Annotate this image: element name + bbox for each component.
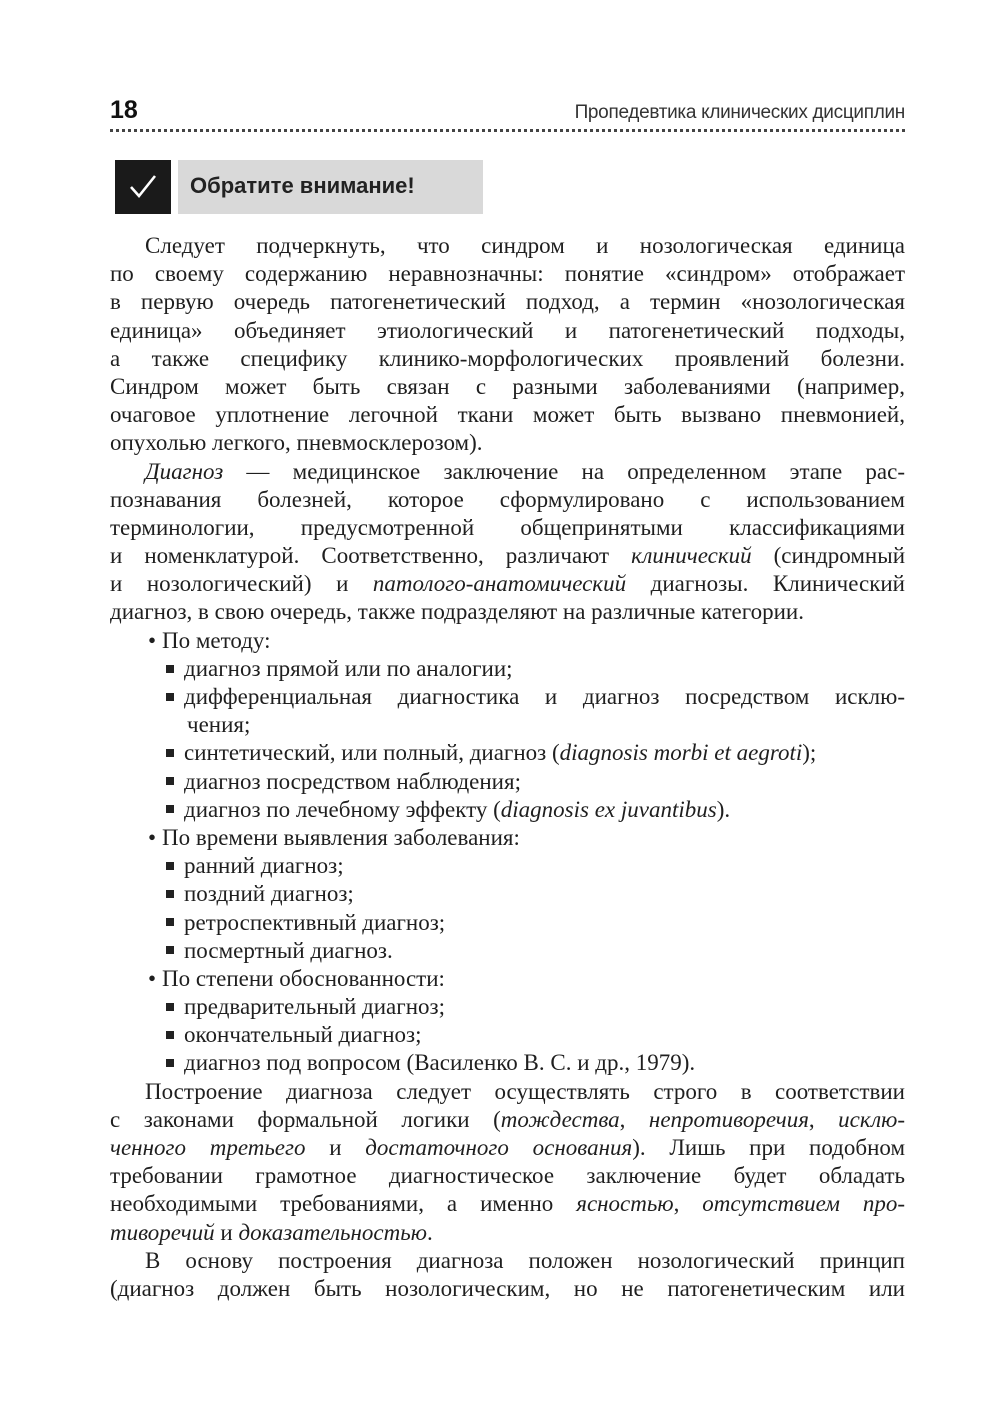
text-line: терминологии, предусмотренной общепринятыми классификациями [110,514,905,540]
text-line: тиворечий и доказательностью. [110,1219,433,1245]
text-line: опухолью легкого, пневмосклерозом). [110,430,483,456]
square-bullet-icon [166,665,174,673]
list-item: диагноз по лечебному эффекту (diagnosis ex juvantibus). [110,796,905,824]
running-title: Пропедевтика клинических дисциплин [574,102,905,123]
list-group-label: • По методу: [110,627,905,655]
list-item-continuation: чения; [187,712,251,738]
list-item: диагноз прямой или по аналогии; [110,655,905,683]
list-item: ретроспективный диагноз; [110,909,905,937]
term-diagnosis: Диагноз [145,458,224,484]
text-line: В основу построения диагноза положен нозологический принцип [145,1247,905,1273]
text-line: в первую очередь патогенетический подход, а термин «нозологическая [110,289,905,315]
header-divider [110,129,905,132]
page-number: 18 [110,96,138,124]
text-line: и нозологический) и патолого-анатомический диагнозы. Клинический [110,571,905,597]
list-item: ранний диагноз; [110,852,905,880]
list-item: поздний диагноз; [110,880,905,908]
text-line: по своему содержанию неравнозначны: понятие «синдром» отображает [110,261,905,287]
text-line: ченного третьего и достаточного основания). Лишь при подобном [110,1135,906,1160]
notice-title: Обратите внимание! [190,173,415,198]
text-line: Синдром может быть связан с разными заболеваниями (например, [110,373,905,399]
text-line: требовании грамотное диагностическое заключение будет обладать [110,1163,905,1189]
text-line: (диагноз должен быть нозологическим, но не патогенетическим или [110,1275,905,1301]
square-bullet-icon [166,749,174,757]
list-item: синтетический, или полный, диагноз (diagnosis morbi et aegroti); [110,739,905,767]
text-line: познавания болезней, которое сформулировано с использованием [110,486,905,512]
square-bullet-icon [166,1059,174,1067]
term-clinical: клинический [631,543,752,569]
list-item: дифференциальная диагностика и диагноз посредством исклю- [110,683,905,711]
text-line: Следует подчеркнуть, что синдром и нозологическая единица [145,233,905,258]
square-bullet-icon [166,1003,174,1011]
list-item: предварительный диагноз; [110,993,905,1021]
list-item: окончательный диагноз; [110,1021,905,1049]
square-bullet-icon [166,1031,174,1039]
term-pathoanatomical: патолого-анатомический [372,571,627,597]
bullet-icon: • [148,965,157,991]
square-bullet-icon [166,777,174,785]
text-line: необходимыми требованиями, а именно ясностью, отсутствием про- [110,1191,905,1217]
text-line: и номенклатурой. Соответственно, различают клинический (синдромный [110,543,905,569]
list-item: диагноз под вопросом (Василенко В. С. и др., 1979). [110,1049,905,1077]
list-group-label: • По времени выявления заболевания: [110,824,905,852]
square-bullet-icon [166,946,174,954]
text-line: Построение диагноза следует осуществлять строго в соответствии [145,1078,905,1104]
list-item: диагноз посредством наблюдения; [110,768,905,796]
square-bullet-icon [166,693,174,701]
text-line: диагноз, в свою очередь, также подразделяют на различные категории. [110,599,804,625]
text-line: а также специфику клинико-морфологических проявлений болезни. [110,345,905,371]
text-line: с законами формальной логики (тождества, непротиворечия, исклю- [110,1106,906,1132]
bullet-icon: • [148,627,157,653]
square-bullet-icon [166,805,174,813]
main-text [110,232,905,1303]
notice-bar [178,160,483,214]
checkmark-icon [115,160,171,214]
list-item: посмертный диагноз. [110,937,905,965]
list-group-label: • По степени обоснованности: [110,965,905,993]
text-line: единица» объединяет этиологический и патогенетический подходы, [110,317,905,343]
bullet-icon: • [148,824,157,850]
square-bullet-icon [166,862,174,870]
square-bullet-icon [166,890,174,898]
text-line: очаговое уплотнение легочной ткани может быть вызвано пневмонией, [110,402,905,428]
text-line: Диагноз — медицинское заключение на определенном этапе рас- [145,458,905,484]
page-header [110,96,905,128]
square-bullet-icon [166,918,174,926]
